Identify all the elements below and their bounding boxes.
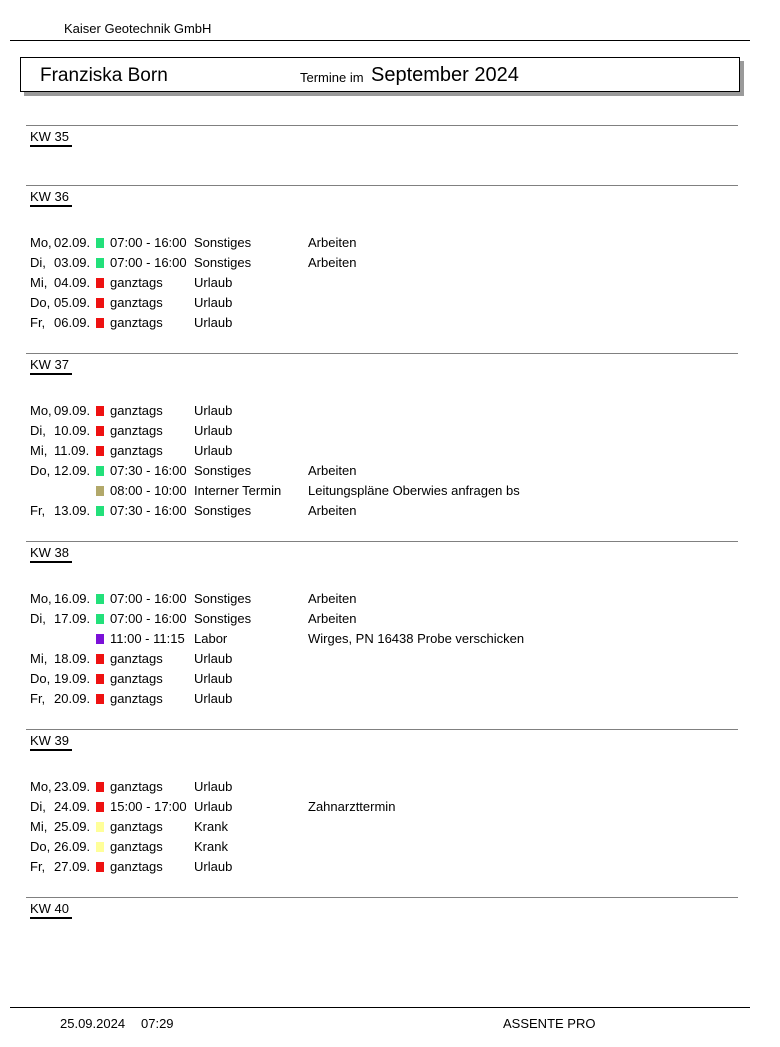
date: 04.09. xyxy=(54,275,91,290)
week-label: KW 35 xyxy=(30,129,72,147)
date: 20.09. xyxy=(54,691,91,706)
appointment-row xyxy=(0,463,780,483)
date: 16.09. xyxy=(54,591,91,606)
weekday: Mo, xyxy=(30,235,52,250)
appointment-row xyxy=(0,591,780,611)
app-name: ASSENTE PRO xyxy=(503,1016,596,1031)
appointment-row xyxy=(0,295,780,315)
week-label: KW 37 xyxy=(30,357,72,375)
category-color-square xyxy=(96,654,104,664)
time-range: 08:00 - 10:00 xyxy=(110,483,187,498)
category: Krank xyxy=(194,819,228,834)
category: Urlaub xyxy=(194,799,233,814)
weekday: Do, xyxy=(30,463,51,478)
description: Arbeiten xyxy=(308,591,357,606)
weekday: Di, xyxy=(30,255,46,270)
category-color-square xyxy=(96,466,104,476)
appointment-row xyxy=(0,483,780,503)
date: 09.09. xyxy=(54,403,91,418)
weekday: Mi, xyxy=(30,819,48,834)
date: 13.09. xyxy=(54,503,91,518)
category: Sonstiges xyxy=(194,255,252,270)
date: 26.09. xyxy=(54,839,91,854)
category: Urlaub xyxy=(194,779,233,794)
time-range: ganztags xyxy=(110,839,163,854)
category: Sonstiges xyxy=(194,463,252,478)
week-rule xyxy=(26,897,738,898)
category-color-square xyxy=(96,634,104,644)
appointment-row xyxy=(0,859,780,879)
date: 19.09. xyxy=(54,671,91,686)
category-color-square xyxy=(96,318,104,328)
category: Interner Termin xyxy=(194,483,282,498)
time-range: ganztags xyxy=(110,423,163,438)
time-range: ganztags xyxy=(110,275,163,290)
appointment-row xyxy=(0,403,780,423)
week-rule xyxy=(26,125,738,126)
date: 24.09. xyxy=(54,799,91,814)
date: 06.09. xyxy=(54,315,91,330)
week-rule xyxy=(26,185,738,186)
category-color-square xyxy=(96,506,104,516)
time-range: ganztags xyxy=(110,691,163,706)
appointment-row xyxy=(0,611,780,631)
weekday: Di, xyxy=(30,799,46,814)
category-color-square xyxy=(96,862,104,872)
week-rule xyxy=(26,541,738,542)
appointment-row xyxy=(0,503,780,523)
time-range: 07:00 - 16:00 xyxy=(110,255,187,270)
category-color-square xyxy=(96,594,104,604)
weekday: Fr, xyxy=(30,315,46,330)
category-color-square xyxy=(96,486,104,496)
weekday: Di, xyxy=(30,611,46,626)
termine-label: Termine im xyxy=(300,70,364,85)
date: 11.09. xyxy=(54,443,90,458)
description: Arbeiten xyxy=(308,255,357,270)
time-range: ganztags xyxy=(110,779,163,794)
appointment-row xyxy=(0,315,780,335)
category: Labor xyxy=(194,631,228,646)
weekday: Do, xyxy=(30,295,51,310)
appointment-row xyxy=(0,799,780,819)
description: Zahnarzttermin xyxy=(308,799,396,814)
time-range: ganztags xyxy=(110,403,163,418)
category: Sonstiges xyxy=(194,235,252,250)
person-name: Franziska Born xyxy=(40,65,168,86)
time-range: ganztags xyxy=(110,651,163,666)
appointment-row xyxy=(0,839,780,859)
category: Urlaub xyxy=(194,275,233,290)
category-color-square xyxy=(96,802,104,812)
weekday: Fr, xyxy=(30,691,46,706)
time-range: ganztags xyxy=(110,671,163,686)
time-range: 07:30 - 16:00 xyxy=(110,503,187,518)
category-color-square xyxy=(96,822,104,832)
time-range: 07:00 - 16:00 xyxy=(110,235,187,250)
category-color-square xyxy=(96,694,104,704)
time-range: ganztags xyxy=(110,443,163,458)
weekday: Do, xyxy=(30,839,51,854)
description: Arbeiten xyxy=(308,463,357,478)
category-color-square xyxy=(96,426,104,436)
date: 27.09. xyxy=(54,859,91,874)
description: Leitungspläne Oberwies anfragen bs xyxy=(308,483,520,498)
weekday: Mo, xyxy=(30,591,52,606)
date: 18.09. xyxy=(54,651,91,666)
month-title: September 2024 xyxy=(371,64,519,86)
time-range: ganztags xyxy=(110,295,163,310)
category: Urlaub xyxy=(194,691,233,706)
time-range: 07:30 - 16:00 xyxy=(110,463,187,478)
date: 03.09. xyxy=(54,255,91,270)
appointment-row xyxy=(0,443,780,463)
time-range: ganztags xyxy=(110,819,163,834)
category: Urlaub xyxy=(194,423,233,438)
weekday: Mi, xyxy=(30,275,48,290)
category: Sonstiges xyxy=(194,611,252,626)
category-color-square xyxy=(96,238,104,248)
category: Urlaub xyxy=(194,403,233,418)
time-range: ganztags xyxy=(110,859,163,874)
category-color-square xyxy=(96,298,104,308)
category: Urlaub xyxy=(194,315,233,330)
week-label: KW 38 xyxy=(30,545,72,563)
date: 12.09. xyxy=(54,463,91,478)
description: Arbeiten xyxy=(308,503,357,518)
category-color-square xyxy=(96,406,104,416)
time-range: 07:00 - 16:00 xyxy=(110,611,187,626)
time-range: 11:00 - 11:15 xyxy=(110,631,185,646)
category: Urlaub xyxy=(194,671,233,686)
week-rule xyxy=(26,353,738,354)
category-color-square xyxy=(96,674,104,684)
appointment-row xyxy=(0,631,780,651)
category-color-square xyxy=(96,278,104,288)
appointment-row xyxy=(0,691,780,711)
print-time: 07:29 xyxy=(141,1016,174,1031)
appointment-row xyxy=(0,779,780,799)
category-color-square xyxy=(96,614,104,624)
footer-rule xyxy=(10,1007,750,1008)
category: Urlaub xyxy=(194,295,233,310)
description: Arbeiten xyxy=(308,235,357,250)
date: 10.09. xyxy=(54,423,91,438)
weekday: Fr, xyxy=(30,859,46,874)
appointment-row xyxy=(0,423,780,443)
category: Urlaub xyxy=(194,443,233,458)
company-name: Kaiser Geotechnik GmbH xyxy=(64,21,212,36)
week-label: KW 40 xyxy=(30,901,72,919)
appointment-row xyxy=(0,255,780,275)
category: Krank xyxy=(194,839,228,854)
category-color-square xyxy=(96,446,104,456)
category: Sonstiges xyxy=(194,503,252,518)
appointment-row xyxy=(0,651,780,671)
weekday: Mi, xyxy=(30,651,48,666)
description: Arbeiten xyxy=(308,611,357,626)
time-range: ganztags xyxy=(110,315,163,330)
description: Wirges, PN 16438 Probe verschicken xyxy=(308,631,525,646)
category-color-square xyxy=(96,258,104,268)
week-label: KW 39 xyxy=(30,733,72,751)
weekday: Do, xyxy=(30,671,51,686)
appointment-row xyxy=(0,819,780,839)
weekday: Di, xyxy=(30,423,46,438)
week-rule xyxy=(26,729,738,730)
category: Urlaub xyxy=(194,859,233,874)
weekday: Mi, xyxy=(30,443,48,458)
category: Urlaub xyxy=(194,651,233,666)
print-date: 25.09.2024 xyxy=(60,1016,126,1031)
time-range: 07:00 - 16:00 xyxy=(110,591,187,606)
date: 02.09. xyxy=(54,235,91,250)
date: 17.09. xyxy=(54,611,91,626)
date: 25.09. xyxy=(54,819,91,834)
category-color-square xyxy=(96,782,104,792)
time-range: 15:00 - 17:00 xyxy=(110,799,187,814)
appointment-row xyxy=(0,235,780,255)
category-color-square xyxy=(96,842,104,852)
weekday: Mo, xyxy=(30,403,52,418)
week-label: KW 36 xyxy=(30,189,72,207)
weekday: Fr, xyxy=(30,503,46,518)
appointment-row xyxy=(0,671,780,691)
appointment-row xyxy=(0,275,780,295)
date: 23.09. xyxy=(54,779,91,794)
category: Sonstiges xyxy=(194,591,252,606)
weekday: Mo, xyxy=(30,779,52,794)
date: 05.09. xyxy=(54,295,91,310)
